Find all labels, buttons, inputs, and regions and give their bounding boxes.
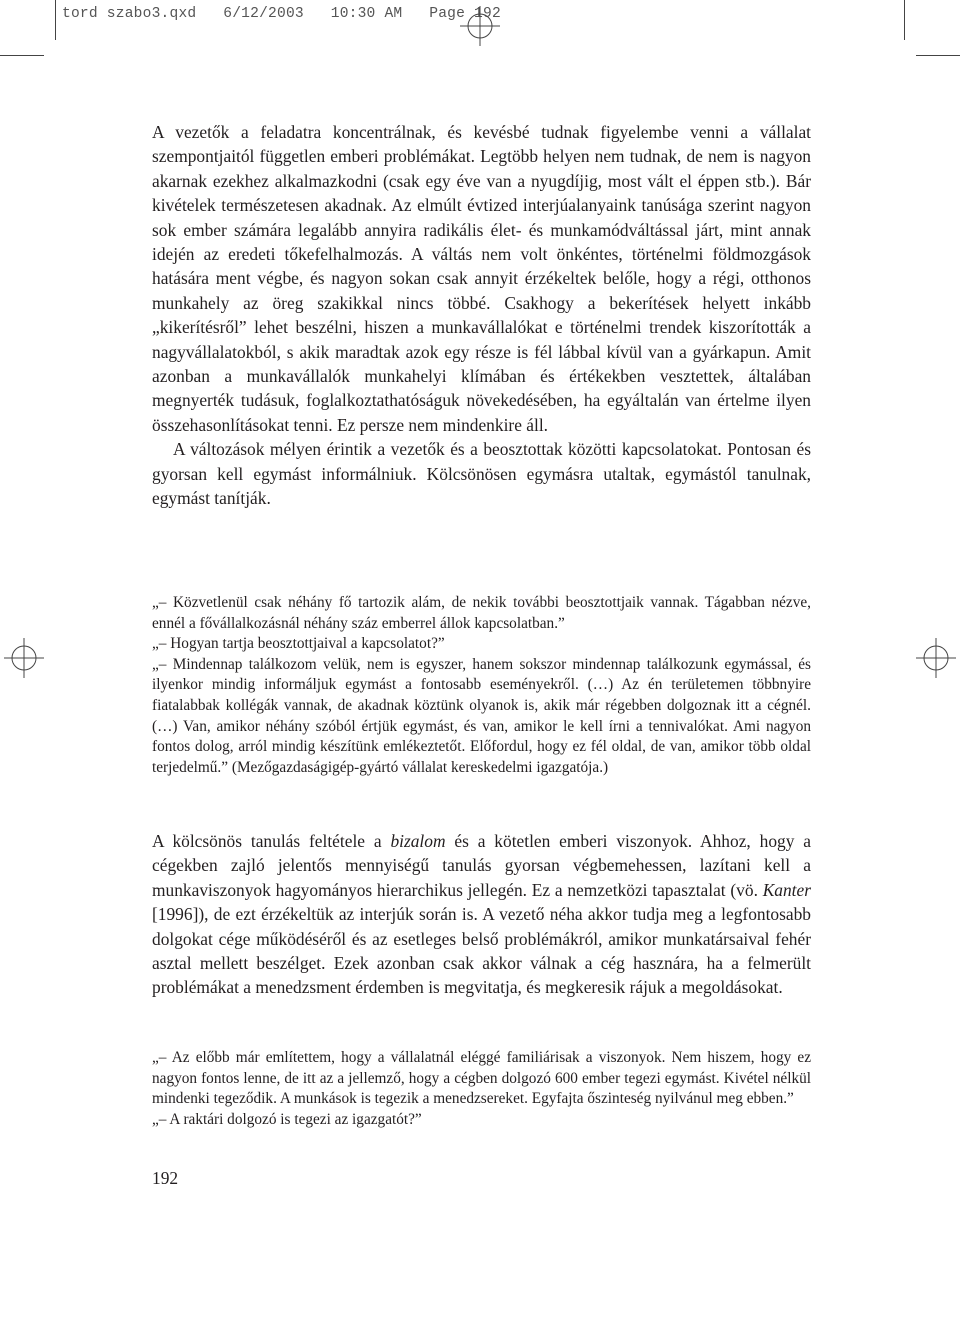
body-section-1	[152, 120, 811, 511]
registration-mark-top	[460, 6, 500, 46]
body-paragraph: A változások mélyen érintik a vezetők és a beosztottak közötti kapcsolatokat. Pontosan és gyorsan kell egymást informálniuk. Kölcsönösen egymásra utaltak, egymástól tanulnak, egymást tanítják.	[152, 439, 811, 509]
interview-quote-block-2	[152, 1048, 811, 1130]
crop-mark-top-left-v	[55, 0, 56, 40]
interview-quote: „– Az előbb már említettem, hogy a vállalatnál eléggé familiárisak a viszonyok. Nem hiszem, hogy ez nagyon fontos lenne, de itt az a jellemző, hogy a cégben dolgozó 600 ember tegezi egymást. Kivétel nélkül mindenki tegeződik. A munkások is tegezik a menedzsereket. Egyfajta őszinteség nyilvánul meg ebben.”	[152, 1049, 811, 1108]
registration-mark-left	[4, 638, 44, 678]
citation-author: Kanter	[762, 879, 811, 900]
body-paragraph: A vezetők a feladatra koncentrálnak, és kevésbé tudnak figyelembe venni a vállalat szempontjaitól független emberi problémákat. Legtöbb helyen nem tudnak, de nem is nagyon akarnak ezekhez alkalmazkodni (csak egy éve van a nyugdíjig, most vált el éppen stb.). Bár kivételek természetesen akadnak. Az elmúlt évtized interjúalanyaink tanúsága szerint nagyon sok ember számára legalább annyira radikális élet- és munkamódváltással járt, mint annak idején az eredeti tőkefelhalmozás. A váltás nem volt önkéntes, történelmi földmozgások hatására ment végbe, és nagyon sokan csak annyit érzékeltek belőle, hogy a régi, otthonos munkahely az öreg szakikkal nincs többé. Csakhogy a bekerítések helyett inkább „kikerítésről” lehet beszélni, hiszen a munkavállalókat e történelmi trendek kiszorították a nagyvállalatokból, s akik maradtak azok egy része is fél lábbal kívül van a gyárkapun. Amit azonban a munkavállalók munkahelyi klímában és értékekben vesztettek, általában megnyerték tudásuk, foglalkoztathatóságuk növekedésében, ha egyáltalán van értelme ilyen összehasonlításokat tenni. Ez persze nem mindenkire áll.	[152, 122, 811, 435]
page-number: 192	[152, 1168, 179, 1188]
interview-quote: „– Közvetlenül csak néhány fő tartozik alám, de nekik további beosztottjaik vannak. Tágabban nézve, ennél a fővállalkozásnál néhány száz emberrel állok kapcsolatban.”	[152, 594, 811, 632]
print-slug: tord szabo3.qxd 6/12/2003 10:30 AM Page 192	[62, 6, 501, 22]
registration-mark-right	[916, 638, 956, 678]
body-section-2	[152, 829, 811, 1000]
interview-question: „– A raktári dolgozó is tegezi az igazgatót?”	[152, 1110, 422, 1128]
interview-question: „– Hogyan tartja beosztottjaival a kapcsolatot?”	[152, 635, 445, 653]
crop-mark-top-right-v	[904, 0, 905, 40]
emphasis-bizalom: bizalom	[390, 831, 446, 851]
body-paragraph: A kölcsönös tanulás feltétele a bizalom és a kötetlen emberi viszonyok. Ahhoz, hogy a cégekben zajló jelentős mennyiségű tanulás gyorsan végbemehessen, lazítani kell a munkaviszonyok hagyományos hierarchikus jellegén. Ez a nemzetközi tapasztalat (vö. Kanter [1996]), de ezt érzékeltük az interjúk során is. A vezető néha akkor tudja meg a legfontosabb dolgokat cége működéséről és az esetleges belső problémákról, amikor munkatársaival fehér asztal mellett beszélget. Ezek azonban csak akkor válnak a cég hasznára, ha a felmerült problémákat a menedzsment érdemben is megvitatja, és megkeresik rájuk a megoldásokat.	[152, 831, 811, 998]
crop-mark-top-left-h	[0, 55, 44, 56]
interview-quote: „– Mindennap találkozom velük, nem is egyszer, hanem sokszor mindennap találkozunk egymással, és ilyenkor mindig informáljuk egymást a fontosabb eseményekről. (…) Az én területemen többnyire fiatalabbak kollégák vannak, de akadnak köztünk olyanok is, akik már régebben dolgoznak itt a cégnél. (…) Van, amikor néhány szóból értjük egymást, és van, amikor le kell írni a tennivalókat. Ami nagyon fontos dolog, arról mindig készítünk emlékeztetőt. Előfordul, hogy ez fél oldal, de van, amikor több oldal terjedelmű.” (Mezőgazdaságigép-gyártó vállalat kereskedelmi igazgatója.)	[152, 655, 811, 776]
crop-mark-top-right-h	[916, 55, 960, 56]
interview-quote-block-1	[152, 593, 811, 778]
